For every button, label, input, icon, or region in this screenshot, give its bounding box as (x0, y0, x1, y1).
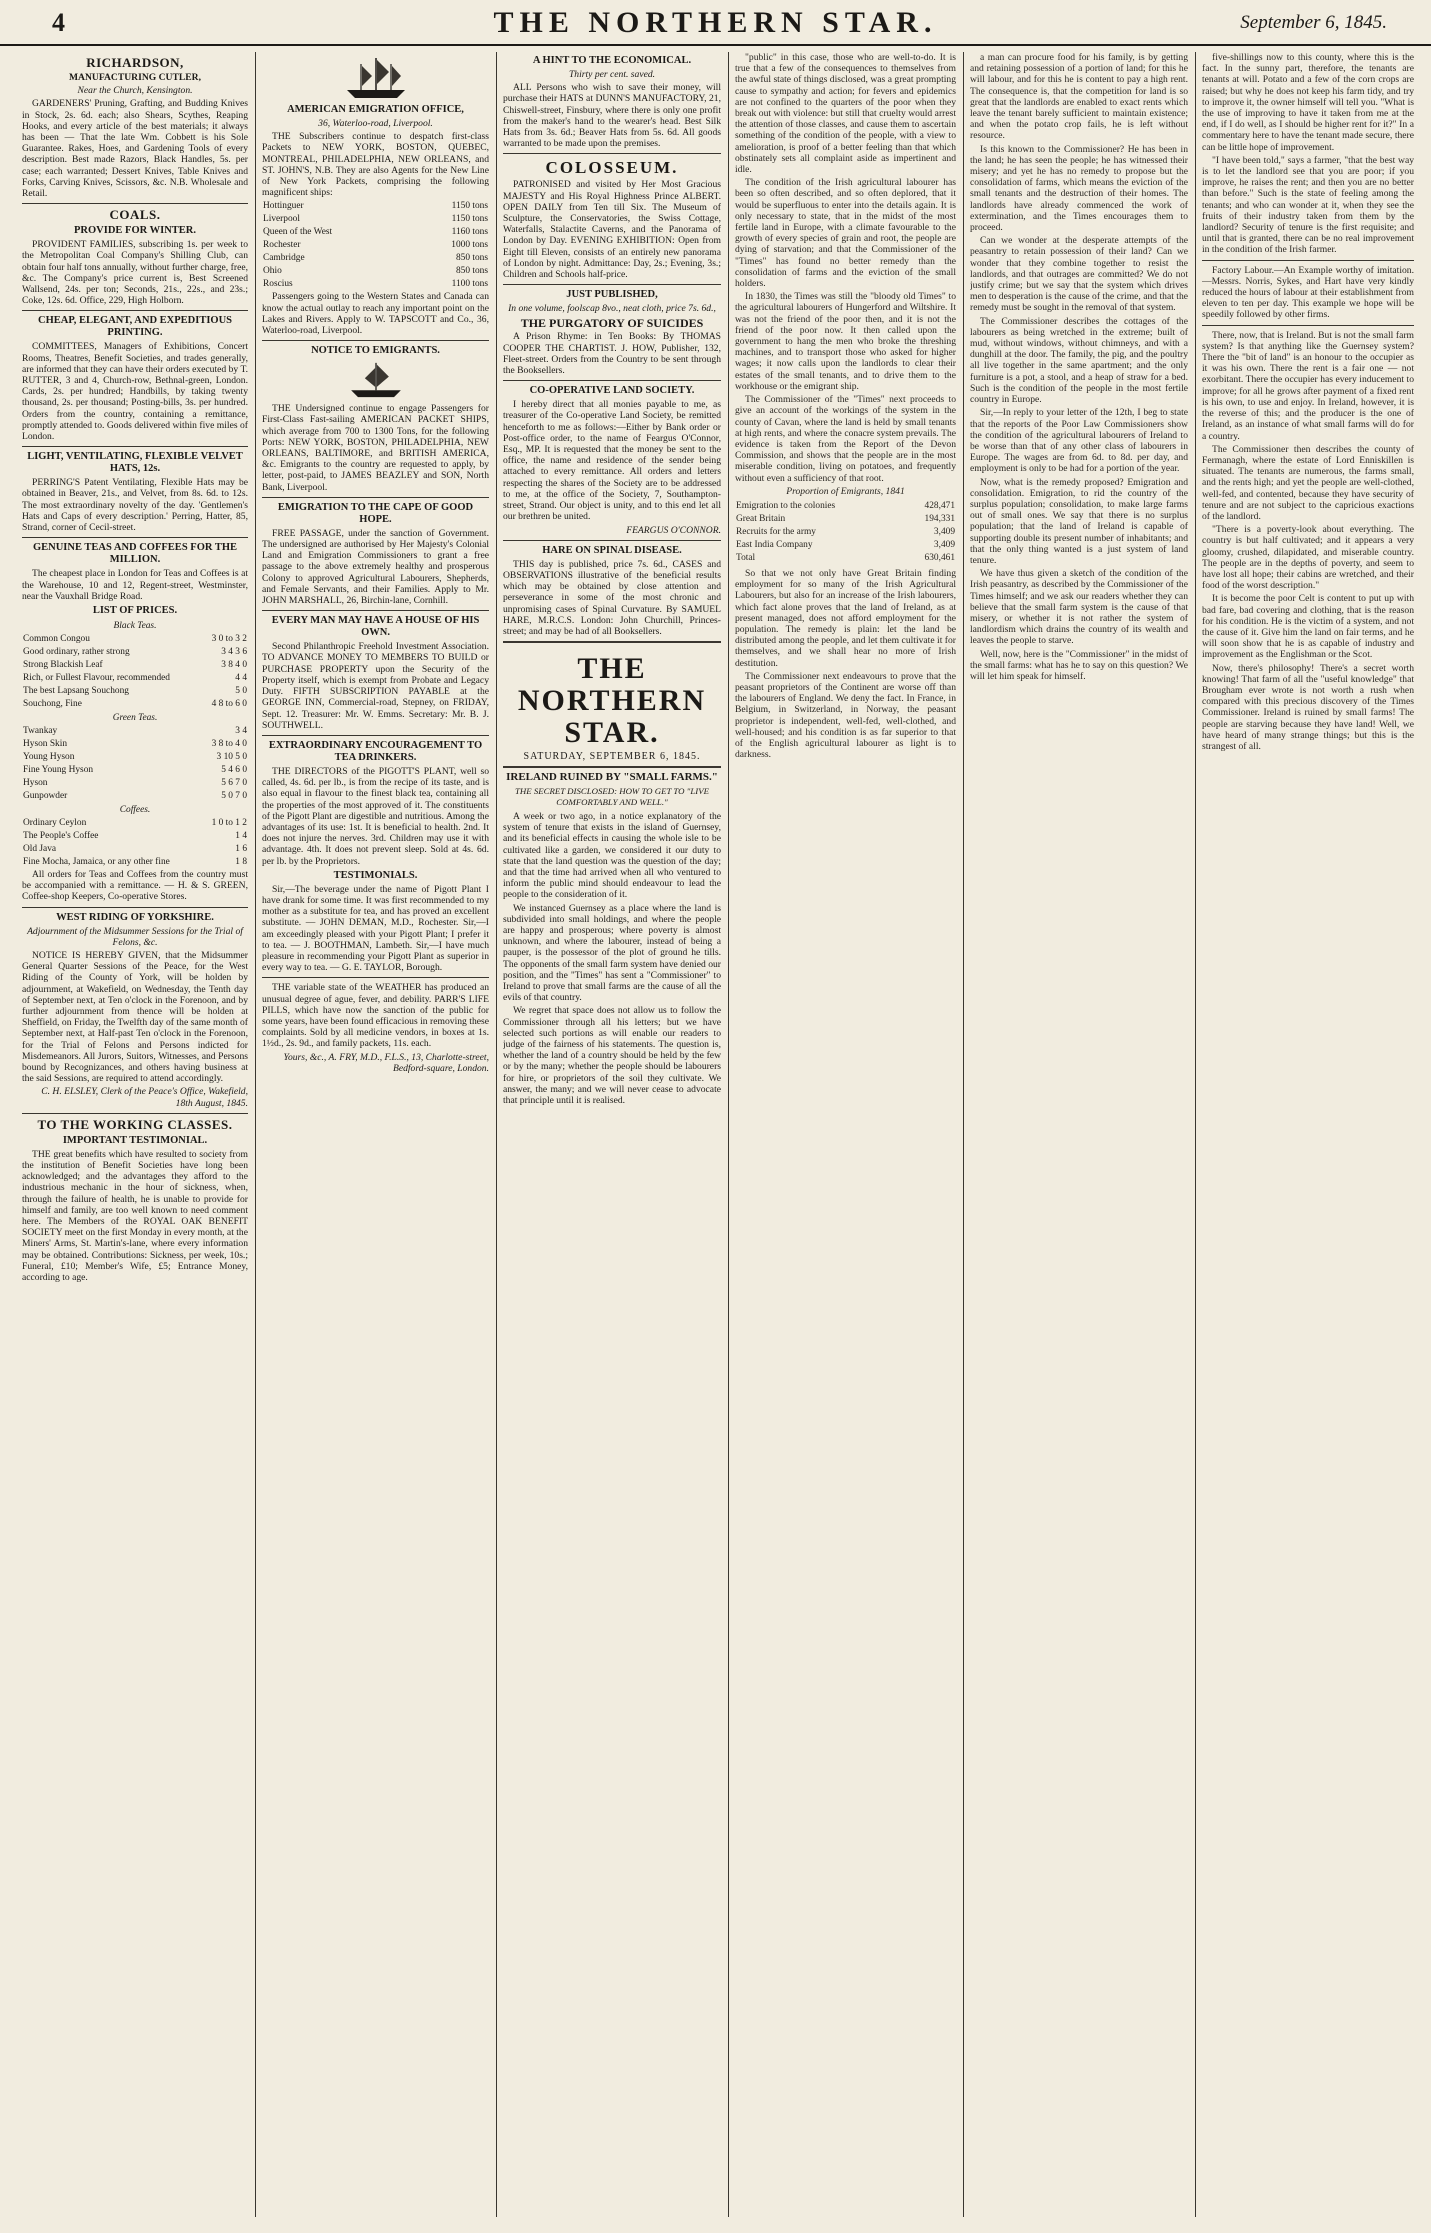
signature: C. H. ELSLEY, Clerk of the Peace's Office, Wakefield, 18th August, 1845. (41, 1086, 248, 1109)
price-row: Fine Mocha, Jamaica, or any other fine 1 8 (23, 856, 247, 867)
ad-body: PATRONISED and visited by Her Most Gracious MAJESTY and His Royal Highness Prince ALBERT. OPEN DAILY from Ten till Six. The Museum of Sculpture, the Conservatories, the Swiss Cottage, Waterfalls, Stalactite Caverns, and the Panorama of London by Day. EVENING EXHIBITION: Open from Eight till Eleven, consists of an entirely new panorama of London by night. Admittance: Day, 2s.; Evening, 3s.; Children and Schools half-price. (503, 179, 721, 281)
article-paragraph: Now, what is the remedy proposed? Emigration and consolidation. Emigration, to rid the country of the surplus population; consolidation, to make large farms out of small ones. We say that there is no surplus population; that the land of Ireland is capable of supporting double its present number of inhabitants; and that the only thing wanted is a just system of land tenure. (970, 476, 1188, 566)
ad-heading: COLOSSEUM. (545, 158, 679, 178)
ad-subheading: 36, Waterloo-road, Liverpool. (318, 118, 433, 129)
ship-row: Queen of the West 1160 tons (263, 227, 488, 238)
ad-heading: NOTICE TO EMIGRANTS. (311, 345, 440, 357)
article-paragraph: five-shillings now to this county, where this is the fact. In the sunny part, therefore, the tenants are tenants at will. Potato and a few of the corn crops are raised; but why he does not keep his farm tidy, and try to improve it, the owner himself will tell you. "What is the use of improving to have it taken from me at the end, if I do well, as I should be higher rent for it?" In a commentary here to have the tenant made secure, there can be little hope of improvement. (1202, 52, 1414, 153)
book-title: THE PURGATORY OF SUICIDES (520, 316, 704, 331)
ad-body: COMMITTEES, Managers of Exhibitions, Concert Rooms, Theatres, Benefit Societies, and trades generally, are informed that they can have their orders executed by T. RUTTER, 3 and 4, Church-row, Bethnal-green, London. Cards, 2s. per hundred; Handbills, by taking twenty thousand, 2s. per thousand; Posting-bills, 3s. per hundred. Orders from the country, containing a remittance, promptly attended to. Goods delivered within five miles of London. (22, 341, 248, 443)
ad-body: THE Undersigned continue to engage Passengers for First-Class Fast-sailing AMERICAN PACKET SHIPS, which average from 700 to 1300 Tons, for the following Ports: NEW YORK, BOSTON, PHILADELPHIA, NEW ORLEANS, BALTIMORE, and BRITISH AMERICA, &c. Emigrants to the country are requested to apply, by letter, post-paid, to JAMES BEAZLEY and SON, North Bank, Liverpool. (262, 403, 489, 493)
table-row: Recruits for the army 3,409 (736, 526, 955, 537)
article-paragraph: Well, now, here is the "Commissioner" in the midst of the small farms: what has he to say on this question? We will let him speak for himself. (970, 648, 1188, 682)
article-paragraph: It is become the poor Celt is content to put up with bad fare, bad covering and clothing, that is the reason for his condition. He is the victim of a system, and not the cause of it. Give him the land on fair terms, and he will soon show that he is as capable of industry and improvement as the Englishman or the Scot. (1202, 593, 1414, 661)
ad-heading: GENUINE TEAS AND COFFEES FOR THE MILLION. (32, 542, 238, 566)
article-paragraph: The Commissioner describes the cottages of the labourers as being wretched in the extreme; built of mud, without windows, without chimneys, and with a dunghill at the door. The family, the pig, and the poultry all live together in the same apartment; and the only furniture is a pot, a stool, and a heap of straw for a bed. Such is the condition of the people in the most fertile country in Europe. (970, 315, 1188, 406)
ad-heading: RICHARDSON, (86, 55, 184, 70)
ad-body: THE Subscribers continue to despatch first-class Packets to NEW YORK, BOSTON, QUEBEC, MONTREAL, PHILADELPHIA, NEW ORLEANS, and ST. JOHN'S, N.B. They are also Agents for the New Line of New York Packets, comprising the following magnificent ships: (262, 131, 489, 199)
price-category: Green Teas. (112, 712, 158, 723)
table-row: Great Britain 194,331 (736, 513, 955, 524)
price-table (22, 619, 248, 869)
running-title: THE NORTHERN STAR. (493, 6, 938, 39)
ad-body: Second Philanthropic Freehold Investment Association. TO ADVANCE MONEY TO MEMBERS TO BUILD or PURCHASE PROPERTY upon the Security of the Property itself, which is exempt from Probate and Legacy Duty. FIFTH SUBSCRIPTION PAYABLE at the GEORGE INN, Commercial-road, Stepney, on FRIDAY, Sept. 12. Treasurer: Mr. W. Emms. Secretary: Mr. B. J. SOUTHWELL. (262, 641, 489, 731)
ship-row: Roscius 1100 tons (263, 279, 488, 290)
article-paragraph: "I have been told," says a farmer, "that the best way is to let the landlord see that you are poor; if you improve, he raises the rent; and then you are no better than before." Such is the state of feeling among the tenants; and who can wonder at it, when they see the fruits of their industry taken from them by the landlord? Security of tenure is the first requisite; and until that is granted, there can be no real improvement in the condition of the Irish farmer. (1202, 154, 1414, 256)
price-row: Common Congou 3 0 to 3 2 (23, 633, 247, 644)
column-rule (963, 52, 964, 2217)
price-list-title: LIST OF PRICES. (92, 604, 178, 616)
price-row: Good ordinary, rather strong 3 4 3 6 (23, 646, 247, 657)
article-paragraph: The Commissioner then describes the county of Fermanagh, where the estate of Lord Enniskillen is situated. The tenants are numerous, the farms small, and the rents high; and yet the people are well-clothed, well-fed, and contented, because they have security of tenure and are not subject to the capricious exactions of the landlord. (1202, 443, 1414, 522)
ad-body: I hereby direct that all monies payable to me, as treasurer of the Co-operative Land Society, be remitted henceforth to me as follows:—Either by Bank order or Post-office order, to the name of Feargus O'Connor, Esq., MP. It is requested that the money be sent to the office, the name and residence of the sender being attached to every remittance. All orders and letters respecting the shares of the Society are to be addressed to me, at the office of the Society, 7, Southampton-street, Strand. Our object is unity, and to this end let all our brethren be united. (503, 399, 721, 523)
column-rule (1195, 52, 1196, 2217)
price-row: Strong Blackish Leaf 3 8 4 0 (23, 659, 247, 670)
column-2 (262, 52, 489, 2217)
article-paragraph: So that we not only have Great Britain finding employment for so many of the Irish Agricultural Labourers, but also for an increase of the Irish labourers, which fact alone proves that the land of Ireland, as at present managed, does not afford employment for the population. The remedy is plain: let the land be distributed among the people, and let them cultivate it for themselves, and we shall hear no more of Irish destitution. (735, 567, 956, 669)
ad-body: FREE PASSAGE, under the sanction of Government. The undersigned are authorised by Her Majesty's Colonial Land and Emigration Commissioners to grant a free passage to the above extremely healthy and prosperous Colony to approved Agricultural Labourers, Shepherds, and Female Servants, and their Families. Apply to Mr. JOHN MARSHALL, 26, Birchin-lane, Cornhill. (262, 527, 489, 607)
ad-subheading: TESTIMONIALS. (333, 869, 418, 881)
ad-body: The cheapest place in London for Teas and Coffees is at the Warehouse, 10 and 12, Regent-street, Westminster, near the Vauxhall Bridge Road. (22, 568, 248, 602)
column-4 (735, 52, 956, 2217)
article-headline: IRELAND RUINED BY "SMALL FARMS." (506, 771, 718, 784)
ad-subheading: IMPORTANT TESTIMONIAL. (62, 1134, 208, 1146)
price-row: Ordinary Ceylon 1 0 to 1 2 (23, 817, 247, 828)
column-6 (1202, 52, 1414, 2217)
ad-body: PROVIDENT FAMILIES, subscribing 1s. per week to the Metropolitan Coal Company's Shilling Club, can obtain four half tons annually, without further charge, free, &c. The Company's price current is, Best Screened Wallsend, 24s. per ton; Seconds, 21s., 22s., and 23s.; Coke, 12s. 6d. Office, 229, High Holborn. (22, 239, 248, 307)
price-category: Black Teas. (113, 620, 157, 631)
ad-heading: AMERICAN EMIGRATION OFFICE, (287, 104, 464, 115)
column-5 (970, 52, 1188, 2217)
ad-body: NOTICE IS HEREBY GIVEN, that the Midsummer General Quarter Sessions of the Peace, for the West Riding of the County of York, will be holden by adjournment, at Wakefield, on Wednesday, the Tenth day of September next, at Ten o'clock in the Forenoon, and by further adjournment from thence will be holden at Sheffield, on Friday, the Twelfth day of the same month of September next, at Half-past Ten o'clock in the Forenoon, for the Trial of Felons and Persons indicted for Misdemeanors. All Jurors, Suitors, Witnesses, and Persons bound by Recognizances, and others having business at the said Sessions, are required to attend accordingly. (22, 949, 248, 1085)
article-subheadline: THE SECRET DISCLOSED: HOW TO GET TO "LIVE COMFORTABLY AND WELL." (515, 785, 709, 807)
ad-heading: LIGHT, VENTILATING, FLEXIBLE VELVET HATS, 12s. (27, 451, 243, 475)
ad-heading: WEST RIDING OF YORKSHIRE. (56, 911, 214, 923)
ship-row: Hottinguer 1150 tons (263, 201, 488, 212)
table-row: East India Company 3,409 (736, 539, 955, 550)
ad-heading: EVERY MAN MAY HAVE A HOUSE OF HIS OWN. (271, 615, 480, 639)
issue-date: September 6, 1845. (1240, 12, 1387, 33)
article-paragraph: We instanced Guernsey as a place where the land is subdivided into small holdings, and where the people are happy and prosperous; where poverty is almost unknown, and where the labourer, instead of being a pauper, is the possessor of the plot of ground he tills. The opponents of the small farm system have denied our position, and the "Times" has sent a "Commissioner" to Ireland to prove that small farms are the cause of all the evils of that country. (503, 902, 721, 1004)
ad-subheading: MANUFACTURING CUTLER, (68, 72, 201, 83)
ad-heading: COALS. (109, 207, 161, 223)
column-3 (503, 52, 721, 2217)
ad-heading: A HINT TO THE ECONOMICAL. (532, 55, 692, 66)
ship-row: Ohio 850 tons (263, 266, 488, 277)
price-row: Fine Young Hyson 5 4 6 0 (23, 764, 247, 775)
article-paragraph: Sir,—In reply to your letter of the 12th, I beg to state that the reports of the Poor Law Commissioners show the condition of the agricultural labourers of Ireland to be worse than that of any other class of labourers in Europe. The wages are from 6d. to 8d. per day, and employment is only to be had for a portion of the year. (970, 407, 1188, 475)
ad-body: Passengers going to the Western States and Canada can know the actual outlay to reach any important point on the Lakes and Rivers. Apply to W. TAPSCOTT and Co., 36, Waterloo-road, Liverpool. (262, 291, 489, 337)
page-number: 4 (52, 8, 65, 37)
signature: Yours, &c., A. FRY, M.D., F.L.S., 13, Charlotte-street, Bedford-square, London. (283, 1051, 489, 1074)
ad-body: Sir,—The beverage under the name of Pigott Plant I have drank for some time. It was first recommended to my mother as a substitute for tea, and has proved an excellent substitute. — JOHN DEMAN, M.D., Rochester. Sir,—I am exceedingly pleased with your Pigott Plant; I prefer it to tea. — J. BOOTHMAN, Lambeth. Sir,—I have much pleasure in recommending your Pigott Plant as superior in every way to tea. — G. E. TAYLOR, Borough. (262, 883, 489, 974)
column-rule (255, 52, 256, 2217)
article-paragraph: a man can procure food for his family, is by getting and retaining possession of a portion of land; for this he will labour, and for this he is content to pay a high rent. The consequence is, that the competition for land is so great that the landlords are enabled to exact rents which leave the tenant barely sufficient to maintain existence; and when the potato crop fails, he is left without resource. (970, 52, 1188, 142)
article-paragraph: The Commissioner of the "Times" next proceeds to give an account of the workings of the system in the county of Cavan, where the land is held by small tenants at high rents, and where the conacre system prevails. The evidence is taken from the Report of the Devon Commission, and shows that the people are in the most miserable condition, living on potatoes, and frequently without even a sufficiency of that root. (735, 394, 956, 484)
price-row: Rich, or Fullest Flavour, recommended 4 4 (23, 672, 247, 683)
article-paragraph: "There is a poverty-look about everything. The country is but half cultivated; and it appears a very gloomy, crushed, dilapidated, and miserable country. The people are in the depths of poverty, and seem to have lost all hope; their cabins are wretched, and their food of the worst description." (1202, 524, 1414, 592)
sailing-ship-icon (341, 56, 411, 100)
ship-row: Cambridge 850 tons (263, 253, 488, 264)
article-paragraph: There, now, that is Ireland. But is not the small farm system? Is that anything like the Guernsey system? There the "bit of land" is an honour to the occupier as it was his own. There the rent is a fair one — not exorbitant. There the occupier has every inducement to improve; for all he grows after payment of a fixed rent is his own, to use and enjoy. In Ireland, however, it is the reverse of this; and the producer is the one of Ireland, as an instance of what small farms will do for a country. (1202, 329, 1414, 442)
ad-body: GARDENERS' Pruning, Grafting, and Budding Knives in Stock, 2s. 6d. each; also Shears, Scythes, Reaping Hooks, and every article of the best materials; it always has been — That the late Wm. Cobbett is his Sole Guarantee. Rakes, Hoes, and Gardening Tools of every description. Best made Razors, Black Handles, 5s. per case; each warranted; Dessert Knives, Table Knives and Forks, Carving Knives, Scissors, &c. N.B. Wholesale and Retail. (22, 98, 248, 200)
ad-subheading: In one volume, foolscap 8vo., neat cloth, price 7s. 6d., (508, 303, 716, 315)
emigration-table (735, 500, 956, 565)
ad-heading: JUST PUBLISHED, (566, 289, 658, 301)
ship-row: Liverpool 1150 tons (263, 214, 488, 225)
ad-subheading: Thirty per cent. saved. (568, 69, 656, 80)
ad-body: PERRING'S Patent Ventilating, Flexible Hats may be obtained in Beaver, 21s., and Velvet, from 8s. 6d. to 12s. The most extraordinary novelty of the day. 'Gentlemen's Hats and Caps of every description.' Perring, Hatter, 85, Strand, corner of Cecil-street. (22, 477, 248, 534)
price-row: Hyson Skin 3 8 to 4 0 (23, 738, 247, 749)
price-row: The People's Coffee 1 4 (23, 830, 247, 841)
ad-body: ALL Persons who wish to save their money, will purchase their HATS at DUNN'S MANUFACTORY, 21, Chiswell-street, Finsbury, where there is only one profit from the maker's hand to the wearer's head. Best Silk Hats from 3s. 6d.; Beaver Hats from 5s. 6d. All goods warranted to be made upon the premises. (503, 82, 721, 150)
ad-subheading: PROVIDE FOR WINTER. (73, 225, 197, 237)
price-row: Gunpowder 5 0 7 0 (23, 790, 247, 801)
price-row: Young Hyson 3 10 5 0 (23, 751, 247, 762)
article-paragraph: We regret that space does not allow us to follow the Commissioner through all his letters; but we have selected such portions as will enable our readers to judge of the fairness of his statements. The question is, whether the land of a country should be held by the few or by the many; whether the people should be labourers for hire, or proprietors of the soil they cultivate. We answer, the many; and we will never cease to advocate that principle until it is realised. (503, 1005, 721, 1107)
article-paragraph: Is this known to the Commissioner? He has been in the land; he has seen the people; he has witnessed their misery; and yet he has no remedy to propose but the consolidation of farms, which means the eviction of the small tenants and the destruction of their homes. The landlords have already commenced the work of extermination, and the Times encourages them to proceed. (970, 143, 1188, 234)
ad-heading: EXTRAORDINARY ENCOURAGEMENT TO TEA DRINKERS. (268, 739, 483, 763)
ad-heading: CHEAP, ELEGANT, AND EXPEDITIOUS PRINTING. (38, 315, 232, 339)
price-row: Hyson 5 6 7 0 (23, 777, 247, 788)
ad-body: THE variable state of the WEATHER has produced an unusual degree of ague, fever, and debility. PARR'S LIFE PILLS, which have now the sanction of the public for some years, have been found efficacious in removing these complaints. Sold by all medicine vendors, in boxes at 1s. 1½d., 2s. 9d., and family packets, 11s. each. (262, 982, 489, 1050)
page-header (0, 0, 1431, 46)
article-paragraph: "public" in this case, those who are well-to-do. It is true that a few of the consequences to themselves from the awful state of things disclosed, was a great prompting cause to sympathy and action; for fevers and epidemics are not confined to the quarters of the poor when they break out with violence: but still that cruelty would arrest the attention of those classes, and cause them to ascertain something of the condition of the people, with a view to amelioration, is proof of a better feeling than that which obstinately sets all complaint aside as impertinent and idle. (735, 52, 956, 176)
ad-body: A Prison Rhyme: in Ten Books: By THOMAS COOPER THE CHARTIST. J. HOW, Publisher, 132, Fleet-street. Orders from the Country to be sent through the Booksellers. (503, 331, 721, 377)
table-row: Emigration to the colonies 428,471 (736, 500, 955, 511)
ad-subheading: Adjournment of the Midsummer Sessions for the Trial of Felons, &c. (27, 925, 243, 948)
signature: FEARGUS O'CONNOR. (626, 524, 721, 536)
article-paragraph: Factory Labour.—An Example worthy of imitation.—Messrs. Norris, Sykes, and Hart have very kindly reduced the hours of labour at their establishment from eleven to ten per day. This example we hope will be speedily followed by other firms. (1202, 264, 1414, 321)
article-paragraph: Can we wonder at the desperate attempts of the peasantry to retain possession of their land? Can we wonder that they combine together to resist the landlords, and that outrages are committed? We do not justify crime; but we say that the system which drives men to desperation is the cause of the crime, and that the remedy must be sought in the removal of that system. (970, 235, 1188, 314)
sailing-ship-icon (346, 361, 406, 399)
column-rule (496, 52, 497, 2217)
article-paragraph: We have thus given a sketch of the condition of the Irish peasantry, as described by the Commissioner of the Times himself; and we ask our readers whether they can believe that the small farm system is the cause of that misery, or whether it is not rather the system of landlordism which drains the country of its wealth and leaves the people to starve. (970, 568, 1188, 647)
column-1 (22, 52, 248, 2217)
ad-heading: HARE ON SPINAL DISEASE. (542, 544, 682, 556)
newspaper-title: THE NORTHERN STAR. (517, 652, 707, 750)
table-title: Proportion of Emigrants, 1841 (786, 485, 905, 497)
ad-body: THE DIRECTORS of the PIGOTT'S PLANT, well so called, 4s. 6d. per lb., is from the recipe of its taste, and is also equal in flavour to the finest black tea, containing all the properties of the most approved of it. The constituents of the Pigott Plant are digestible and nutritious. Among the advantages of its use: 1st. It is beneficial to health. 2nd. It does not injure the nerves. 3rd. Children may use it with advantage. 4th. It does not prevent sleep. Sold at 4s. 6d. per lb. by the Proprietors. (262, 765, 489, 867)
ad-heading: EMIGRATION TO THE CAPE OF GOOD HOPE. (277, 501, 474, 525)
newspaper-date: SATURDAY, SEPTEMBER 6, 1845. (523, 751, 701, 763)
price-row: Souchong, Fine 4 8 to 6 0 (23, 698, 247, 709)
table-row: Total 630,461 (736, 552, 955, 563)
price-row: Twankay 3 4 (23, 725, 247, 736)
ad-body: THE great benefits which have resulted to society from the institution of Benefit Societies have long been acknowledged; and the advantages they afford to the industrious mechanic in the hour of sickness, when, through the failure of health, he is unable to provide for himself and family, are too well known to need comment here. The Members of the ROYAL OAK BENEFIT SOCIETY meet on the first Monday in every month, at the Miners' Arms, St. Martin's-lane, where every information may be obtained. Contributions: Sickness, per week, 10s.; Funeral, £10; Member's Wife, £5; Entrance Money, according to age. (22, 1148, 248, 1283)
ad-subheading: Near the Church, Kensington. (77, 85, 193, 97)
ad-body: THIS day is published, price 7s. 6d., CASES and OBSERVATIONS illustrative of the beneficial results which may be obtained by close attention and perseverance in some of the most chronic and unpromising cases of Spinal Curvature. By SAMUEL HARE, M.R.C.S. London: John Churchill, Princes-street; and may be had of all Booksellers. (503, 558, 721, 637)
article-paragraph: The condition of the Irish agricultural labourer has been so often described, and so often deplored, that it would be superfluous to enter into the details again. It is only necessary to state, that in the midst of the most fertile land in Europe, with a climate favourable to the growth of every species of grain and root, the people are dying of starvation; and that the Commissioner of the "Times" has found no better remedy than the consolidation of farms and the eviction of the small holders. (735, 177, 956, 290)
column-rule (728, 52, 729, 2217)
price-row: Old Java 1 6 (23, 843, 247, 854)
ship-list (262, 200, 489, 291)
ad-heading: CO-OPERATIVE LAND SOCIETY. (529, 385, 695, 397)
article-paragraph: A week or two ago, in a notice explanatory of the system of tenure that exists in the island of Guernsey, and its beneficial effects in causing the whole isle to be cultivated like a garden, we considered it our duty to state that the land question was the question of the day; and that the time had arrived when all who ventured to inform the public mind should endeavour to lead the people to the consideration of it. (503, 810, 721, 901)
article-paragraph: In 1830, the Times was still the "bloody old Times" to the agricultural labourers of Hungerford and Wiltshire. It was not the friend of the poor then, and it is not the friend of the poor now. It then called upon the government to hang the men who broke the threshing machines, and to transport those who asked for higher wages; it now calls upon the landlords to clear their estates of the small tenants, and to drive them to the workhouse or the emigrant ship. (735, 291, 956, 392)
article-paragraph: The Commissioner next endeavours to prove that the peasant proprietors of the Continent are worse off than the labourers of England. We deny the fact. In France, in Belgium, in Switzerland, in Norway, the peasant proprietor is independent, well-fed, well-clothed, and well-housed; and his condition is as far superior to that of the English agricultural labourer as light is to darkness. (735, 670, 956, 761)
price-row: The best Lapsang Souchong 5 0 (23, 685, 247, 696)
ad-body: All orders for Teas and Coffees from the country must be accompanied with a remittance. — H. & S. GREEN, Coffee-shop Keepers, Co-operative Stores. (22, 868, 248, 903)
ship-row: Rochester 1000 tons (263, 240, 488, 251)
price-category: Coffees. (119, 804, 151, 815)
ad-heading: TO THE WORKING CLASSES. (37, 1116, 233, 1132)
article-paragraph: Now, there's philosophy! There's a secret worth knowing! That farm of all the "useful knowledge" that Brougham ever wrote is not worth a rush when compared with this precious discovery of the Times Commissioner. Ireland is ruined by small farms! The people are starving because they have land! Well, we have heard of many strange things; but this is the strangest of all. (1202, 662, 1414, 752)
